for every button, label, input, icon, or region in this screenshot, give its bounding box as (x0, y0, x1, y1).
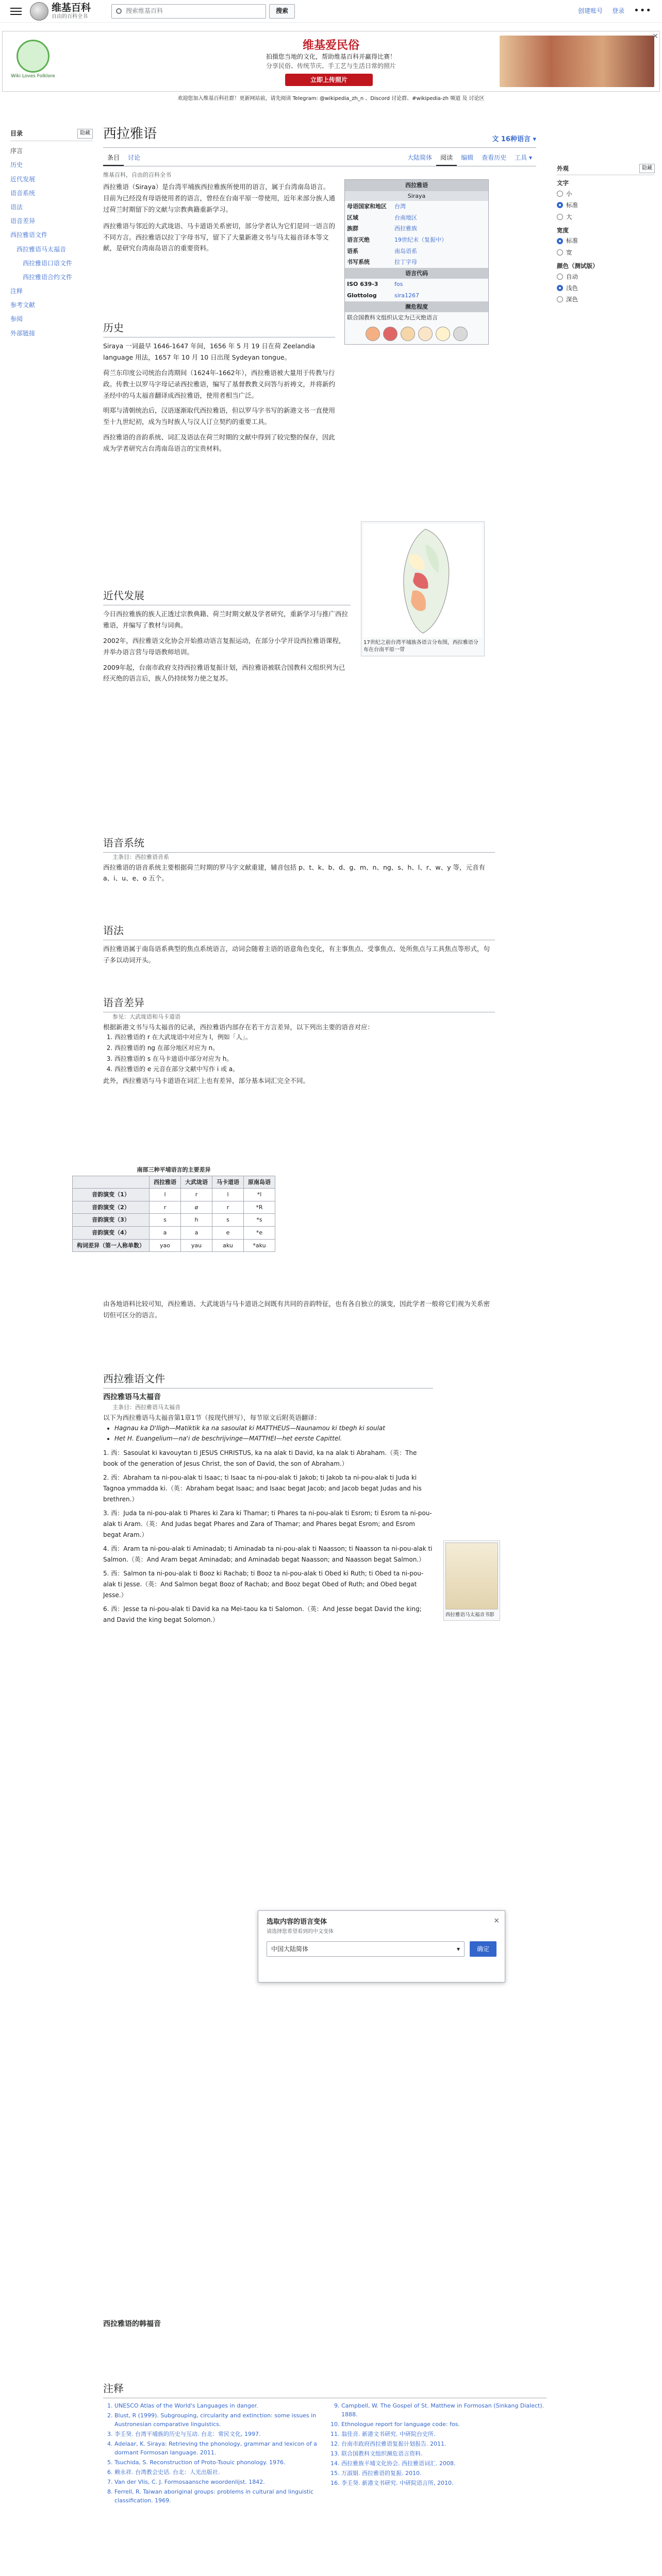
variant-select[interactable]: 中国大陆简体 ▾ (267, 1941, 465, 1957)
infobox-key: Glottolog (347, 292, 377, 299)
section-heading: 西拉雅语文件 (103, 1370, 433, 1388)
chevron-down-icon: ▾ (456, 1945, 460, 1953)
page-tabs (103, 151, 536, 166)
radio-icon (557, 238, 563, 244)
infobox-value[interactable]: 台湾 (394, 203, 406, 210)
documents-section (103, 1370, 433, 1629)
table-row (73, 1239, 275, 1252)
toc-item[interactable]: 注释 (10, 287, 23, 295)
paragraph: 2009年起，台南市政府支持西拉雅语复振计划，西拉雅语被联合国教科文组织列为已经灭绝的语言后，族人仍持续努力使之复苏。 (103, 663, 345, 683)
section-heading: 语音系统 (103, 835, 495, 853)
radio-icon (557, 274, 563, 280)
table-header: 西拉雅语 (150, 1176, 181, 1189)
infobox-code-row (345, 279, 488, 290)
notes-section (103, 2380, 547, 2506)
list-item: 1. 西拉雅语的 r 在大武垅语中对应为 l，例如「人」。 (114, 1032, 495, 1042)
table-cell: h (181, 1214, 212, 1227)
table-cell: ø (181, 1201, 212, 1214)
tab-variant[interactable]: 大陆简体 (407, 154, 433, 161)
radio-label: 标准 (566, 237, 578, 245)
paragraph: 西拉雅语的音韵系统、词汇及语法在荷兰时期的文献中得到了较完整的保存，因此成为学者研究古台湾南岛语言的宝贵材料。 (103, 433, 336, 452)
create-account-link[interactable]: 创建账号 (578, 7, 603, 14)
more-menu-icon[interactable]: ••• (634, 5, 652, 16)
radio-option[interactable] (557, 282, 655, 294)
section-heading: 语法 (103, 922, 495, 940)
table-caption: 南部三种平埔语言的主要差异 (137, 1166, 211, 1173)
table-cell: *aku (244, 1239, 275, 1252)
toc-heading: 目录 (10, 130, 23, 137)
site-logo[interactable] (30, 2, 91, 21)
radio-option[interactable] (557, 294, 655, 305)
radio-icon (557, 202, 563, 208)
search-input[interactable]: 搜索维基百科 (111, 4, 266, 19)
login-link[interactable]: 登录 (612, 7, 625, 14)
lead-paragraph: 西拉雅语与邻近的大武垅语、马卡道语关系密切，部分学者认为它们是同一语言的不同方言。西拉雅语以拉丁字母书写，留下了大量新港文书与马太福音译本等文献，是研究台湾南岛语言的重要资料。 (103, 222, 336, 252)
paragraph: 由各地语料比较可知，西拉雅语、大武垅语与马卡道语之间既有共同的音韵特征，也有各自独立的演变，因此学者一般将它们视为关系密切但可区分的语言。 (103, 1300, 490, 1319)
paragraph: 荷兰东印度公司统治台湾期间（1624年-1662年），西拉雅语被大量用于传教与行政。传教士以罗马字母记录西拉雅语，编写了基督教教义问答与祈祷文，并将新约圣经中的马太福音翻译成西拉雅语，使用者相当广泛。 (103, 368, 336, 399)
infobox-codes-heading: 语言代码 (345, 268, 488, 279)
list-item[interactable]: 5. Tsuchida, S. Reconstruction of Proto-Tsouic phonology. 1976. (114, 2458, 320, 2467)
radio-icon (557, 285, 563, 291)
variant-dialog (258, 1910, 505, 1982)
table-cell: yao (150, 1239, 181, 1252)
infobox-native-name: Siraya (345, 191, 488, 201)
table-cell: *s (244, 1214, 275, 1227)
paragraph: 以下为西拉雅语马太福音第1章1节（按现代拼写），每节原文后附英语翻译： (103, 1413, 321, 1421)
banner-title: 维基爱民俗 (302, 39, 359, 52)
toc-item[interactable]: 西拉雅语口语文件 (23, 259, 73, 267)
status-swatch (453, 327, 468, 341)
infobox-status: 联合国教科文组织认定为已灭绝语言 (347, 314, 438, 321)
banner-photo (500, 36, 654, 87)
status-swatch (366, 327, 380, 341)
radio-option[interactable] (557, 188, 655, 199)
paragraph: 此外，西拉雅语与马卡道语在词汇上也有差异，部分基本词汇完全不同。 (103, 1076, 310, 1084)
table-cell: a (150, 1226, 181, 1239)
content (103, 124, 536, 179)
toc-item[interactable]: 西拉雅语马太福音 (16, 245, 67, 253)
language-map-figure (361, 521, 485, 656)
list-item[interactable]: 7. Van der Vlis, C. J. Formosaansche woordenlijst. 1842. (114, 2478, 320, 2486)
notes-list (103, 2401, 320, 2505)
site-notice: 欢迎您加入维基百科社群！更新网站前，请先阅读 Telegram: @wikipedia_zh_n 、Discord 讨论群、#wikipedia-zh 频道 及 讨论区 (177, 96, 485, 101)
infobox-value[interactable]: 南岛语系 (394, 247, 417, 255)
table-cell: aku (212, 1239, 244, 1252)
table-cell: e (212, 1226, 244, 1239)
color-label: 颜色（测试版） (557, 262, 599, 270)
section-heading: 语音差异 (103, 994, 495, 1012)
table-cell: yau (181, 1239, 212, 1252)
language-button[interactable]: 文 16种语言 ▾ (492, 135, 536, 143)
page-title: 西拉雅语 (103, 126, 157, 142)
text-size-label: 文字 (557, 179, 569, 187)
radio-label: 自动 (566, 273, 578, 280)
list-item[interactable]: 8. Ferrell, R. Taiwan aboriginal groups: problems in cultural and linguistic classification. 1969. (114, 2487, 320, 2505)
tab-article[interactable]: 条目 (103, 151, 124, 166)
infobox-value[interactable]: sira1267 (394, 292, 420, 299)
sound-comparison-table (72, 1164, 275, 1252)
list-item[interactable]: 16. 李壬癸. 新港文书研究. 中研院语言所, 2010. (341, 2479, 547, 2487)
radio-label: 深色 (566, 296, 578, 303)
infobox-row (345, 212, 488, 224)
toc-item[interactable]: 近代发展 (10, 175, 36, 183)
map-caption: 17世纪之前台湾平埔族各语言分布图，西拉雅语分布在台南平原一带 (363, 640, 478, 653)
subsection-heading: 西拉雅语的韩福音 (103, 2320, 161, 2328)
infobox-row (345, 246, 488, 257)
infobox-value[interactable]: 19世纪末（复振中） (394, 236, 447, 243)
infobox-key: 书写系统 (347, 259, 370, 266)
status-swatch (436, 327, 450, 341)
radio-option[interactable] (557, 199, 655, 211)
list-item[interactable]: 6. 赖永祥. 台湾教会史话. 台北：人光出版社. (114, 2468, 320, 2477)
infobox-value[interactable]: fos (394, 281, 403, 288)
search-form (111, 4, 295, 19)
status-swatch (383, 327, 398, 341)
table-cell: l (150, 1189, 181, 1201)
list-item[interactable]: 2. Blust, R (1999). Subgrouping, circularity and extinction: some issues in Austronesian comparative linguistics. (114, 2411, 320, 2429)
list-item[interactable]: 9. Campbell, W. The Gospel of St. Matthew in Formosan (Sinkang Dialect). 1888. (341, 2401, 547, 2419)
logo-subtitle: 自由的百科全书 (52, 13, 88, 20)
verse: 3. 西：Juda ta ni-pou-alak ti Phares ki Zara ki Thamar; ti Phares ta ni-pou-alak ti Esrom; ti Esrom ta ni-pou-alak ti Aram.（英：And Judas begat Phares and Zara of Thamar; and Phares begat Esrom; and Esrom begat Aram.） (103, 1510, 432, 1539)
table-cell: r (212, 1201, 244, 1214)
hanfu-subsection (103, 2318, 495, 2330)
toc-item[interactable]: 序言 (10, 147, 23, 155)
search-button[interactable]: 搜索 (269, 4, 295, 19)
campaign-banner (2, 31, 660, 92)
lead-section (103, 181, 335, 254)
hatnote[interactable]: 主条目：西拉雅语音系 (112, 854, 169, 860)
infobox-row (345, 234, 488, 246)
infobox-key: 母语国家和地区 (347, 203, 387, 210)
toc-item[interactable]: 语音差异 (10, 217, 36, 225)
table-cell: *l (244, 1189, 275, 1201)
tab-tools[interactable]: 工具 ▾ (515, 154, 532, 161)
toc-item[interactable]: 语法 (10, 203, 23, 211)
subsection-heading: 西拉雅语马太福音 (103, 1393, 161, 1401)
infobox-key: 语系 (347, 247, 358, 255)
main-menu-icon[interactable] (10, 8, 22, 15)
phonology-section (103, 835, 495, 884)
table-of-contents (10, 129, 93, 341)
paragraph: 西拉雅语的语音系统主要根据荷兰时期的罗马字文献重建，辅音包括 p、t、k、b、d、g、m、n、ng、s、h、l、r、w、y 等，元音有 a、i、u、e、o 五个。 (103, 863, 485, 883)
table-header: 大武垅语 (181, 1176, 212, 1189)
tab-edit[interactable]: 编辑 (461, 154, 474, 161)
table-cell: s (150, 1214, 181, 1227)
dialect-conclusion (103, 1298, 495, 1321)
lead-paragraph: 西拉雅语（Siraya）是台湾平埔族西拉雅族所使用的语言，属于台湾南岛语言。目前为已经没有母语使用者的语言，曾经在台南平原一带使用，近年来部分族人通过荷兰时期留下的文献与宗教典籍重新学习。 (103, 183, 336, 213)
verse: 5. 西：Salmon ta ni-pou-alak ti Booz ki Rachab; ti Booz ta ni-pou-alak ti Obed ki Ruth; ti Obed ta ni-pou-alak ti Jesse.（英：And Salmon begat Booz of Rachab; and Booz begat Obed of Ruth; and Obed begat Jesse.） (103, 1570, 424, 1599)
table-row (73, 1201, 275, 1214)
list-item[interactable]: 4. Adelaar, K. Siraya: Retrieving the phonology, grammar and lexicon of a dormant Formosan language. 2011. (114, 2439, 320, 2457)
appearance-hide-button[interactable]: 隐藏 (639, 164, 655, 173)
list-item[interactable]: 1. UNESCO Atlas of the World's Languages in danger. (114, 2401, 320, 2410)
banner-subtitle: 拍摄您当地的文化，帮助维基百科并赢得比赛！ (266, 53, 396, 60)
list-item[interactable]: 11. 翁佳音. 新港文书研究. 中研院台史所. (341, 2430, 547, 2438)
table-cell: l (212, 1189, 244, 1201)
infobox (344, 179, 489, 345)
title-lines (103, 1423, 433, 1444)
list-item[interactable]: 14. 西拉雅族平埔文化协会. 西拉雅语词汇. 2008. (341, 2459, 547, 2468)
status-swatch (401, 327, 415, 341)
logo-title: 维基百科 (52, 2, 91, 13)
list-item[interactable]: 13. 联合国教科文组织濒危语言资料. (341, 2449, 547, 2458)
section-heading: 历史 (103, 319, 335, 337)
hatnote[interactable]: 主条目：西拉雅语马太福音 (112, 1404, 180, 1411)
table-header (73, 1176, 150, 1189)
table-row (73, 1189, 275, 1201)
infobox-key: 区域 (347, 214, 358, 221)
list-item[interactable]: 10. Ethnologue report for language code: fos. (341, 2420, 547, 2429)
infobox-value[interactable]: 台南地区 (394, 214, 417, 221)
radio-option[interactable] (557, 235, 655, 246)
radio-label: 标准 (566, 201, 578, 209)
infobox-status-heading: 濒危程度 (345, 301, 488, 313)
toc-hide-button[interactable]: 隐藏 (77, 129, 93, 139)
radio-label: 宽 (566, 248, 572, 256)
list-item: 3. 西拉雅语的 s 在马卡道语中部分对应为 h。 (114, 1054, 495, 1064)
hatnote[interactable]: 参见：大武垅语和马卡道语 (112, 1013, 180, 1020)
paragraph: 西拉雅语属于南岛语系典型的焦点系统语言，动词会随着主语的语意角色变化，有主事焦点、受事焦点、处所焦点与工具焦点等形式，句子多以动词开头。 (103, 945, 490, 964)
taiwan-language-map[interactable] (363, 524, 482, 637)
infobox-key: 语言灭绝 (347, 236, 370, 243)
list-item[interactable]: 12. 台南市政府西拉雅语复振计划报告. 2011. (341, 2439, 547, 2448)
paragraph: 2002年，西拉雅语文化协会开始推动语言复振运动，在部分小学开设西拉雅语课程，并举办语言营与母语教师培训。 (103, 636, 345, 656)
history-section (103, 319, 335, 454)
tab-read[interactable]: 阅读 (436, 151, 457, 166)
paragraph: Siraya 一词最早 1646-1647 年间，1656 年 5 月 19 日在荷 Zeelandia language 用法，1657 年 10 月 10 日出现 Sydeyan tongue。 (103, 342, 315, 361)
wikipedia-globe-icon (30, 2, 48, 21)
table-cell: 音韵演变（4） (73, 1226, 150, 1239)
notes-list (330, 2401, 547, 2487)
search-icon (116, 8, 122, 14)
infobox-key: ISO 639-3 (347, 281, 378, 288)
infobox-code-row (345, 290, 488, 301)
infobox-value[interactable]: 拉丁字母 (394, 259, 417, 266)
status-swatches (345, 324, 488, 344)
paragraph: 根据新港文书与马太福音的记录，西拉雅语内部存在若干方言差异，以下列出主要的语音对应： (103, 1023, 374, 1031)
section-heading: 近代发展 (103, 587, 351, 605)
infobox-row (345, 257, 488, 268)
radio-icon (557, 296, 563, 302)
table-cell: s (212, 1214, 244, 1227)
banner-subtitle-2: 分享民俗、传统节庆、手工艺与生活日常的照片 (266, 62, 396, 70)
grammar-section (103, 922, 495, 966)
radio-option[interactable] (557, 211, 655, 223)
verse: 4. 西：Aram ta ni-pou-alak ti Aminadab; ti Aminadab ta ni-pou-alak ti Naasson; ti Naasson ta ni-pou-alak ti Salmon.（英：And Aram begat Aminadab; and Aminadab begat Naasson; and Naasson begat Salmon.） (103, 1545, 433, 1564)
toc-item[interactable]: 语音系统 (10, 189, 36, 197)
infobox-key: 族群 (347, 225, 358, 232)
appearance-panel (557, 160, 655, 306)
dialog-title: 选取内容的语言变体 (267, 1918, 327, 1926)
list-item[interactable]: 3. 李壬癸. 台湾平埔族的历史与互动. 台北：常民文化, 1997. (114, 2430, 320, 2438)
user-links (578, 4, 652, 19)
figure-caption: 西拉雅语马太福音书影 (445, 1612, 495, 1618)
site-header (0, 0, 662, 23)
list-item[interactable]: 15. 万淑娟. 西拉雅语的复振. 2010. (341, 2469, 547, 2478)
table-row (73, 1214, 275, 1227)
verse: 1. 西：Sasoulat ki kavouytan ti JESUS CHRISTUS, ka na alak ti David, ka na alak ti Abraham.（英：The book of the generation of Jesus Christ, the son of David, the son of Abraham.） (103, 1449, 417, 1468)
radio-option[interactable] (557, 247, 655, 258)
toc-item[interactable]: 西拉雅语文件 (10, 231, 48, 239)
dialect-section (103, 994, 495, 1087)
banner-close-icon[interactable]: × (652, 32, 658, 40)
tab-history[interactable]: 查看历史 (482, 154, 507, 161)
list-item: • Hagnau ka D'lligh—Matiktik ka na sasoulat ki MATTHEUS—Naunamou ki tbegh ki soulat (114, 1423, 433, 1433)
list-item: • Het H. Euangelium—na'i de beschrijvinge—MATTHEI—het eerste Capittel. (114, 1434, 433, 1444)
radio-option[interactable] (557, 271, 655, 282)
table-cell: 构词差异（第一人称单数） (73, 1239, 150, 1252)
table-cell: r (181, 1189, 212, 1201)
from-wikipedia: 维基百科，自由的百科全书 (103, 171, 171, 178)
dialect-list (103, 1032, 495, 1074)
toc-item[interactable]: 参考文献 (10, 301, 36, 309)
radio-label: 大 (566, 213, 572, 221)
status-swatch (418, 327, 433, 341)
verse: 6. 西：Jesse ta ni-pou-alak ti David ka na Mei-taou ka ti Salomon.（英：And Jesse begat David the king; and David the king begat Solomon.） (103, 1605, 422, 1624)
banner-upload-button[interactable]: 立即上传照片 (285, 74, 373, 86)
gospel-figure (443, 1540, 500, 1621)
radio-icon (557, 249, 563, 256)
gospel-title-page-image[interactable] (445, 1543, 498, 1609)
table-cell: 音韵演变（1） (73, 1189, 150, 1201)
close-icon[interactable]: × (493, 1917, 500, 1925)
table-header: 原南岛语 (244, 1176, 275, 1189)
infobox-value[interactable]: 西拉雅族 (394, 225, 417, 232)
infobox-title: 西拉雅语 (345, 180, 488, 191)
radio-icon (557, 214, 563, 220)
table-cell: 音韵演变（3） (73, 1214, 150, 1227)
table-cell: a (181, 1226, 212, 1239)
table-header: 马卡道语 (212, 1176, 244, 1189)
toc-item[interactable]: 历史 (10, 161, 23, 169)
verse: 2. 西：Abraham ta ni-pou-alak ti Isaac; ti Isaac ta ni-pou-alak ti Jakob; ti Jakob ta ni-pou-alak ti Juda ki Tagnoa ymmadda ki.（英：Abraham begat Isaac; and Isaac begat Jacob; and Jacob begat Judas and his brethren.） (103, 1474, 422, 1503)
width-label: 宽度 (557, 226, 569, 234)
table-cell: 音韵演变（2） (73, 1201, 150, 1214)
list-item: 2. 西拉雅语的 ng 在部分地区对应为 n。 (114, 1043, 495, 1053)
table-cell: r (150, 1201, 181, 1214)
dialog-subtitle: 请选择您希望看到的中文变体 (267, 1928, 334, 1935)
radio-icon (557, 191, 563, 197)
radio-label: 浅色 (566, 284, 578, 292)
tab-talk[interactable]: 讨论 (128, 154, 141, 161)
radio-label: 小 (566, 190, 572, 197)
toc-item[interactable]: 外部链接 (10, 329, 36, 337)
paragraph: 明郑与清朝统治后，汉语逐渐取代西拉雅语，但以罗马字书写的新港文书一直使用至十九世纪初，成为当时族人与汉人订立契约的重要工具。 (103, 406, 336, 426)
table-cell: *e (244, 1226, 275, 1239)
toc-item[interactable]: 西拉雅语合约文件 (23, 273, 73, 281)
paragraph: 今日西拉雅族的族人正透过宗教典籍、荷兰时期文献及学者研究，重新学习与推广西拉雅语，并编写了教材与词典。 (103, 610, 349, 629)
infobox-row (345, 201, 488, 212)
table-cell: *R (244, 1201, 275, 1214)
confirm-button[interactable]: 确定 (470, 1941, 496, 1957)
list-item: 4. 西拉雅语的 e 元音在部分文献中写作 i 或 a。 (114, 1064, 495, 1074)
modern-section (103, 587, 351, 684)
table-row (73, 1226, 275, 1239)
toc-item[interactable]: 参阅 (10, 315, 23, 323)
section-heading: 注释 (103, 2380, 547, 2398)
appearance-heading: 外观 (557, 165, 569, 172)
infobox-row (345, 223, 488, 234)
wiki-loves-folklore-logo: Wiki Loves Folklore (10, 38, 56, 84)
